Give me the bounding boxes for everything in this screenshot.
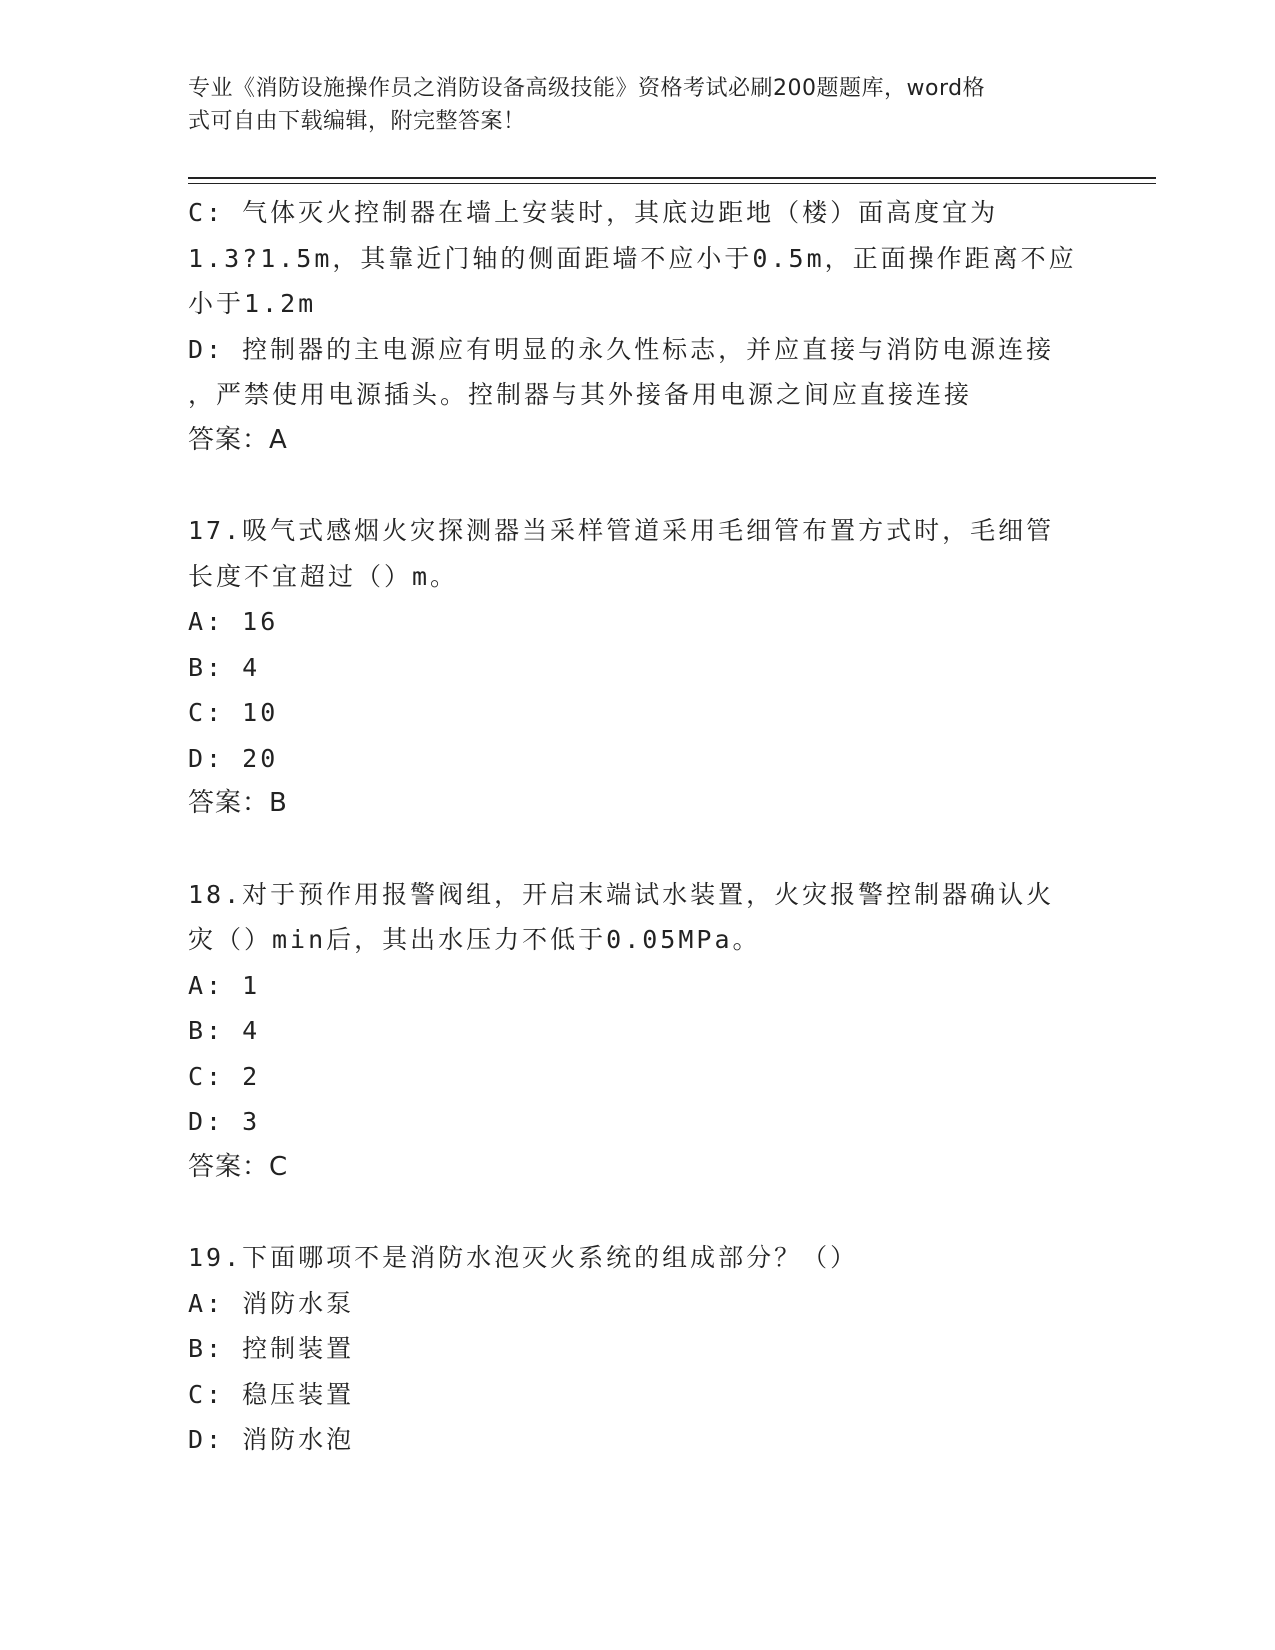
option-c: C: 2: [188, 1061, 261, 1091]
option-d-line-1: D: 控制器的主电源应有明显的永久性标志，并应直接与消防电源连接: [188, 334, 1055, 364]
spacer: [188, 463, 1088, 508]
spacer: [188, 1190, 1088, 1235]
answer: 答案：B: [188, 788, 288, 818]
question-stem-line-1: 19.下面哪项不是消防水泡灭火系统的组成部分？（）: [188, 1243, 859, 1272]
header-divider-thin: [188, 183, 1156, 184]
option-a: A: 消防水泵: [188, 1288, 355, 1318]
question-stem-line-2: 灾（）min后，其出水压力不低于0.05MPa。: [188, 925, 761, 954]
question-list: [188, 190, 1088, 1463]
answer: 答案：C: [188, 1151, 289, 1182]
header-title-line-1: 专业《消防设施操作员之消防设备高级技能》资格考试必刷200题题库，word格: [188, 76, 986, 101]
header-title-line-2: 式可自由下载编辑，附完整答案！: [188, 109, 526, 134]
option-c: C: 稳压装置: [188, 1379, 355, 1409]
spacer: [188, 827, 1088, 872]
option-a: A: 1: [188, 970, 261, 1000]
header-divider-thick: [188, 177, 1156, 179]
option-b: B: 控制装置: [188, 1334, 355, 1363]
option-b: B: 4: [188, 1016, 261, 1045]
question-17: [188, 508, 1088, 827]
option-c: C: 10: [188, 698, 279, 727]
option-d: D: 3: [188, 1107, 261, 1136]
question-stem-line-2: 长度不宜超过（）m。: [188, 561, 459, 591]
option-c-line-2: 1.3?1.5m，其靠近门轴的侧面距墙不应小于0.5m，正面操作距离不应: [188, 243, 1077, 273]
question-19: [188, 1235, 1088, 1463]
option-a: A: 16: [188, 607, 279, 636]
option-c-line-3: 小于1.2m: [188, 289, 317, 318]
question-stem-line-1: 17.吸气式感烟火灾探测器当采样管道采用毛细管布置方式时，毛细管: [188, 516, 1055, 545]
question-18: [188, 872, 1088, 1191]
option-d: D: 消防水泡: [188, 1425, 355, 1454]
option-d-line-2: ，严禁使用电源插头。控制器与其外接备用电源之间应直接连接: [188, 380, 973, 409]
question-stem-line-1: 18.对于预作用报警阀组，开启末端试水装置，火灾报警控制器确认火: [188, 879, 1055, 909]
option-b: B: 4: [188, 652, 261, 682]
option-d: D: 20: [188, 743, 279, 773]
question-16-tail: [188, 190, 1088, 463]
option-c-line-1: C: 气体灭火控制器在墙上安装时，其底边距地（楼）面高度宜为: [188, 198, 999, 227]
answer: 答案：A: [188, 424, 288, 455]
document-header: [188, 72, 1068, 138]
